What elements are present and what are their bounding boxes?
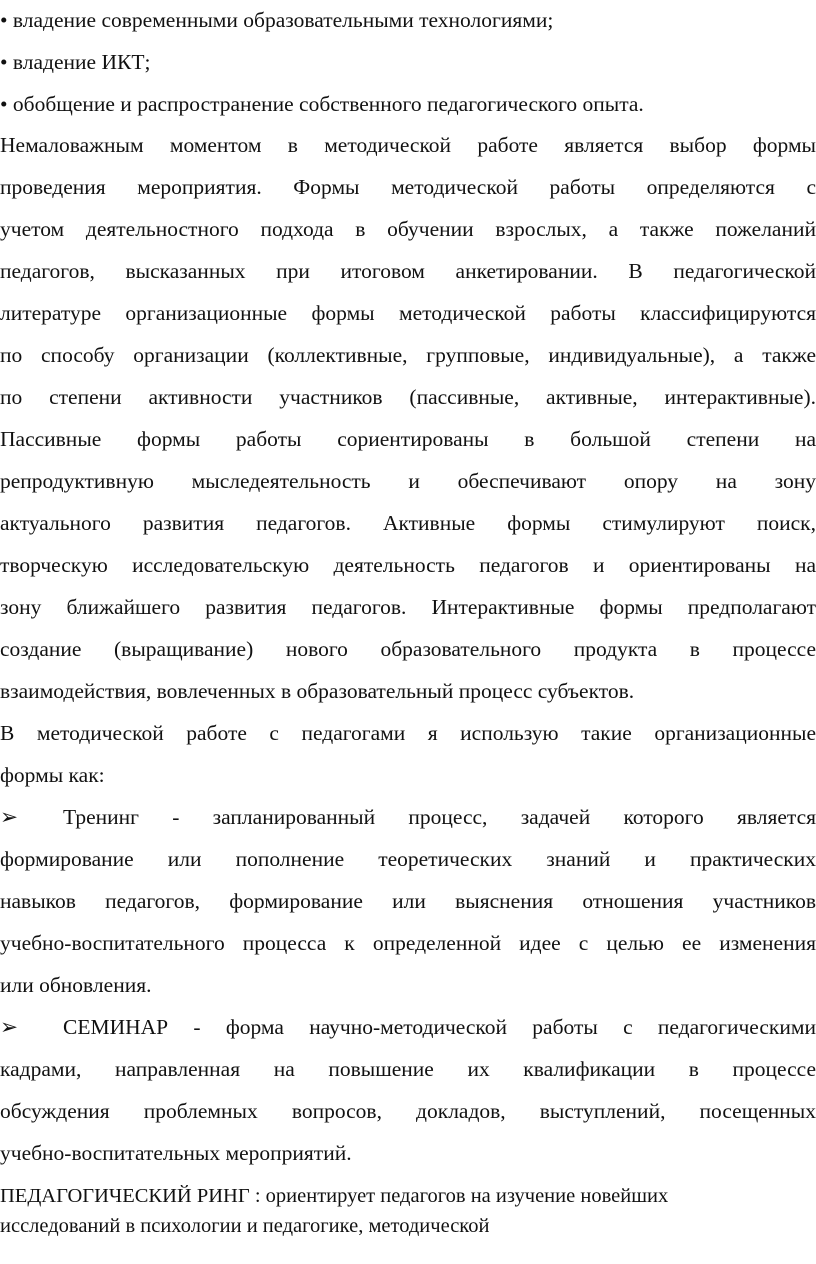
bullet-experience: • обобщение и распространение собственного педагогического опыта.	[0, 92, 644, 116]
seminar-first-line: СЕМИНАР - форма научно-методической работы с педагогическими	[63, 1015, 816, 1039]
paragraph-line: творческую исследовательскую деятельность педагогов и ориентированы на	[0, 553, 816, 577]
ring-line: ПЕДАГОГИЧЕСКИЙ РИНГ : ориентирует педагогов на изучение новейших	[0, 1185, 669, 1207]
training-line: или обновления.	[0, 973, 152, 997]
paragraph-line: актуального развития педагогов. Активные формы стимулируют поиск,	[0, 511, 816, 535]
seminar-line: кадрами, направленная на повышение их квалификации в процессе	[0, 1057, 816, 1081]
seminar-line: обсуждения проблемных вопросов, докладов, выступлений, посещенных	[0, 1099, 816, 1123]
paragraph-line: по способу организации (коллективные, групповые, индивидуальные), а также	[0, 343, 816, 367]
bullet-modern-technologies: • владение современными образовательными технологиями;	[0, 8, 554, 32]
training-line: навыков педагогов, формирование или выяснения отношения участников	[0, 889, 816, 913]
paragraph-line: В методической работе с педагогами я использую такие организационные	[0, 721, 816, 745]
paragraph-line: педагогов, высказанных при итоговом анкетировании. В педагогической	[0, 259, 816, 283]
paragraph-line: Пассивные формы работы сориентированы в большой степени на	[0, 427, 816, 451]
arrow-bullet-icon: ➢	[0, 1015, 19, 1039]
paragraph-line: учетом деятельностного подхода в обучении взрослых, а также пожеланий	[0, 217, 816, 241]
paragraph-line: репродуктивную мыследеятельность и обеспечивают опору на зону	[0, 469, 816, 493]
seminar-line: учебно-воспитательных мероприятий.	[0, 1141, 352, 1165]
paragraph-line: формы как:	[0, 763, 105, 787]
seminar-item	[0, 1013, 816, 1041]
ring-line: исследований в психологии и педагогике, методической	[0, 1215, 490, 1237]
training-first-line: Тренинг - запланированный процесс, задачей которого является	[63, 805, 816, 829]
training-line: учебно-воспитательного процесса к определенной идее с целью ее изменения	[0, 931, 816, 955]
paragraph-line: взаимодействия, вовлеченных в образовательный процесс субъектов.	[0, 679, 635, 703]
paragraph-line: Немаловажным моментом в методической работе является выбор формы	[0, 133, 816, 157]
paragraph-line: зону ближайшего развития педагогов. Интерактивные формы предполагают	[0, 595, 816, 619]
paragraph-line: по степени активности участников (пассивные, активные, интерактивные).	[0, 385, 816, 409]
training-line: формирование или пополнение теоретических знаний и практических	[0, 847, 816, 871]
paragraph-line: проведения мероприятия. Формы методической работы определяются с	[0, 175, 816, 199]
paragraph-line: литературе организационные формы методической работы классифицируются	[0, 301, 816, 325]
training-item	[0, 803, 816, 831]
arrow-bullet-icon: ➢	[0, 805, 19, 829]
paragraph-line: создание (выращивание) нового образовательного продукта в процессе	[0, 637, 816, 661]
bullet-ict: • владение ИКТ;	[0, 50, 151, 74]
